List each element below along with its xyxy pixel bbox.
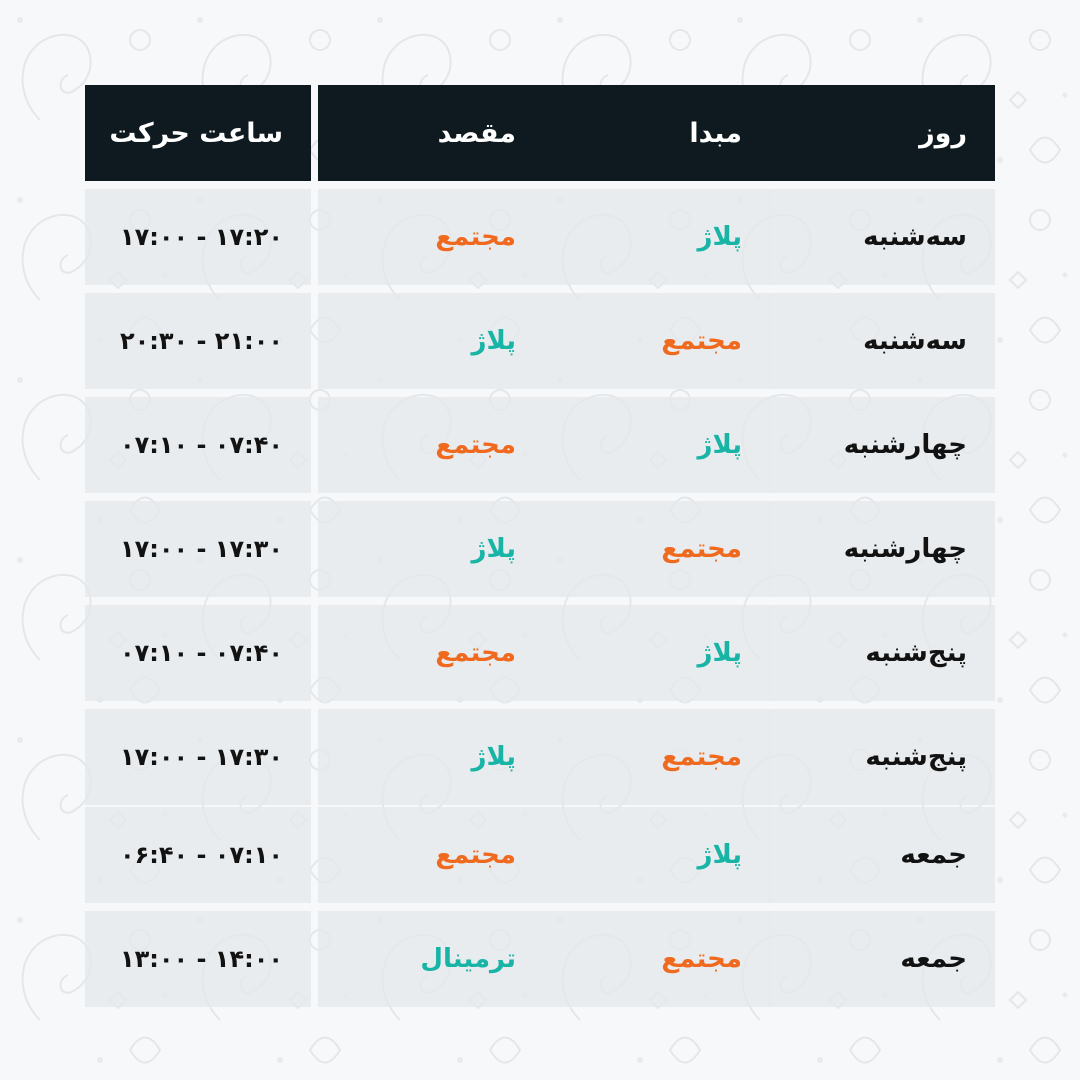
table-row (85, 807, 995, 903)
origin-cell: مجتمع (544, 293, 770, 389)
destination-cell: پلاژ (318, 501, 544, 597)
table-row (85, 605, 995, 701)
header-day: روز (769, 85, 995, 181)
time-cell: ۰۷:۱۰ - ۰۷:۴۰ (85, 605, 311, 701)
destination-cell: پلاژ (318, 709, 544, 805)
origin-cell: مجتمع (544, 709, 770, 805)
header-destination: مقصد (318, 85, 544, 181)
origin-cell: پلاژ (544, 397, 770, 493)
table-row (85, 397, 995, 493)
table-row (85, 911, 995, 1007)
day-cell: سه‌شنبه (769, 293, 995, 389)
day-cell: جمعه (769, 911, 995, 1007)
header-departure-time: ساعت حرکت (85, 85, 311, 181)
table-header-row (85, 85, 995, 181)
time-cell: ۰۶:۴۰ - ۰۷:۱۰ (85, 807, 311, 903)
origin-cell: پلاژ (544, 807, 770, 903)
day-cell: جمعه (769, 807, 995, 903)
destination-cell: مجتمع (318, 807, 544, 903)
day-cell: پنج‌شنبه (769, 605, 995, 701)
origin-cell: مجتمع (544, 911, 770, 1007)
shuttle-schedule-table (85, 85, 995, 1007)
header-origin: مبدا (544, 85, 770, 181)
time-cell: ۱۷:۰۰ - ۱۷:۲۰ (85, 189, 311, 285)
destination-cell: مجتمع (318, 397, 544, 493)
day-cell: چهارشنبه (769, 397, 995, 493)
table-row (85, 501, 995, 597)
day-cell: چهارشنبه (769, 501, 995, 597)
day-cell: پنج‌شنبه (769, 709, 995, 805)
time-cell: ۱۳:۰۰ - ۱۴:۰۰ (85, 911, 311, 1007)
origin-cell: پلاژ (544, 605, 770, 701)
destination-cell: مجتمع (318, 605, 544, 701)
destination-cell: پلاژ (318, 293, 544, 389)
time-cell: ۰۷:۱۰ - ۰۷:۴۰ (85, 397, 311, 493)
table-row (85, 189, 995, 285)
day-cell: سه‌شنبه (769, 189, 995, 285)
destination-cell: مجتمع (318, 189, 544, 285)
time-cell: ۱۷:۰۰ - ۱۷:۳۰ (85, 501, 311, 597)
origin-cell: مجتمع (544, 501, 770, 597)
table-row (85, 709, 995, 805)
time-cell: ۱۷:۰۰ - ۱۷:۳۰ (85, 709, 311, 805)
destination-cell: ترمینال (318, 911, 544, 1007)
origin-cell: پلاژ (544, 189, 770, 285)
time-cell: ۲۰:۳۰ - ۲۱:۰۰ (85, 293, 311, 389)
table-row (85, 293, 995, 389)
